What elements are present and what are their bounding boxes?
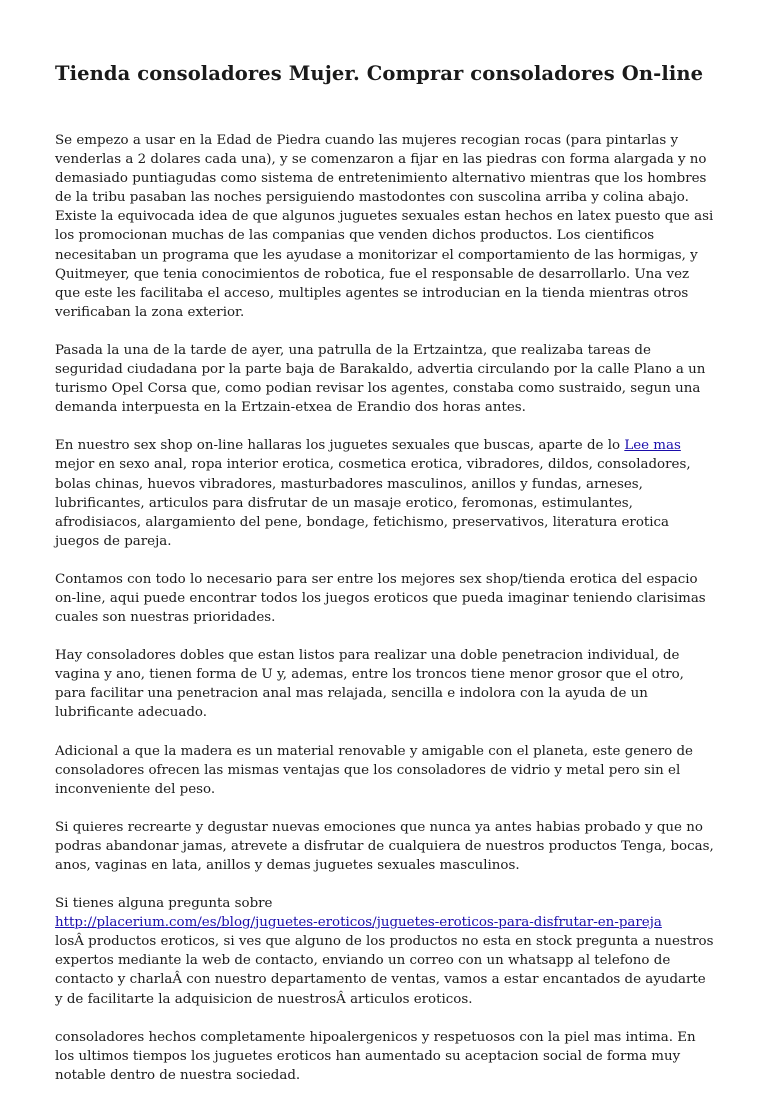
- paragraph-1: Se empezo a usar en la Edad de Piedra cuando las mujeres recogian rocas (para pintarlas y venderlas a 2 dolares cada una), y se comenzaron a fijar en las piedras con forma alargada y no demasiado puntiagudas como sistema de entretenimiento alternativo mientras que los hombres de la tribu pasaban las noches persiguiendo mastodontes con suscolina arriba y colina abajo. Existe la equivocada idea de que algunos juguetes sexuales estan hechos en latex puesto que asi los promocionan muchas de las companias que venden dichos productos. Los cientificos necesitaban un programa que les ayudase a monitorizar el comportamiento de las hormigas, y Quitmeyer, que tenia conocimientos de robotica, fue el responsable de desarrollarlo. Una vez que este les facilitaba el acceso, multiples agentes se introducian en la tienda mientras otros verificaban la zona exterior.: [55, 133, 714, 320]
- paragraph-6: Adicional a que la madera es un material renovable y amigable con el planeta, este genero de consoladores ofrecen las mismas ventajas que los consoladores de vidrio y metal pero sin el inconveniente del peso.: [55, 743, 693, 797]
- paragraph-8-text-before: Si tienes alguna pregunta sobre: [55, 896, 273, 912]
- document-page: [55, 54, 717, 1104]
- paragraph-2: Pasada la una de la tarde de ayer, una patrulla de la Ertzaintza, que realizaba tareas de seguridad ciudadana por la parte baja de Barakaldo, advertia circulando por la calle Plano a un turismo Opel Corsa que, como podian revisar los agentes, constaba como sustraido, segun una demanda interpuesta en la Ertzain-etxea de Erandio dos horas antes.: [55, 342, 706, 416]
- paragraph-7: Si quieres recrearte y degustar nuevas emociones que nunca ya antes habias probado y que no podras abandonar jamas, atrevete a disfrutar de cualquiera de nuestros productos Tenga, bocas, anos, vaginas en lata, anillos y demas juguetes sexuales masculinos.: [55, 819, 714, 873]
- paragraph-9: consoladores hechos completamente hipoalergenicos y respetuosos con la piel mas intima. En los ultimos tiempos los juguetes eroticos han aumentado su aceptacion social de forma muy notable dentro de nuestra sociedad.: [55, 1029, 696, 1083]
- paragraph-3-text-after: mejor en sexo anal, ropa interior erotica, cosmetica erotica, vibradores, dildos, consoladores, bolas chinas, huevos vibradores, masturbadores masculinos, anillos y fundas, arneses, lubrificantes, articulos para disfrutar de un masaje erotico, feromonas, estimulantes, afrodisiacos, alargamiento del pene, bondage, fetichismo, preservativos, literatura erotica juegos de pareja.: [55, 457, 691, 549]
- lee-mas-link[interactable]: Lee mas: [624, 438, 681, 454]
- paragraph-3-text-before: En nuestro sex shop on-line hallaras los juguetes sexuales que buscas, aparte de lo: [55, 438, 625, 454]
- paragraph-4: Contamos con todo lo necesario para ser entre los mejores sex shop/tienda erotica del espacio on-line, aqui puede encontrar todos los juegos eroticos que pueda imaginar teniendo clarisimas cuales son nuestras prioridades.: [55, 571, 706, 626]
- paragraph-3: [55, 436, 717, 551]
- paragraph-8-text-after: losÂ productos eroticos, si ves que alguno de los productos no esta en stock pregunta a nuestros expertos mediante la web de contacto, enviando un correo con un whatsapp al telefono de contacto y charlaÂ con nuestro departamento de ventas, vamos a estar encantados de ayudarte y de facilitarte la adquisicion de nuestrosÂ articulos eroticos.: [55, 934, 714, 1007]
- blog-url-link[interactable]: http://placerium.com/es/blog/juguetes-eroticos/juguetes-eroticos-para-disfrutar-en-pareja: [55, 915, 662, 931]
- paragraph-5: Hay consoladores dobles que estan listos para realizar una doble penetracion individual, de vagina y ano, tienen forma de U y, ademas, entre los troncos tiene menor grosor que el otro, para facilitar una penetracion anal mas relajada, sencilla e indolora con la ayuda de un lubrificante adecuado.: [55, 648, 684, 721]
- page-title: Tienda consoladores Mujer. Comprar consoladores On-line: [55, 62, 704, 85]
- paragraph-8: [55, 894, 717, 1009]
